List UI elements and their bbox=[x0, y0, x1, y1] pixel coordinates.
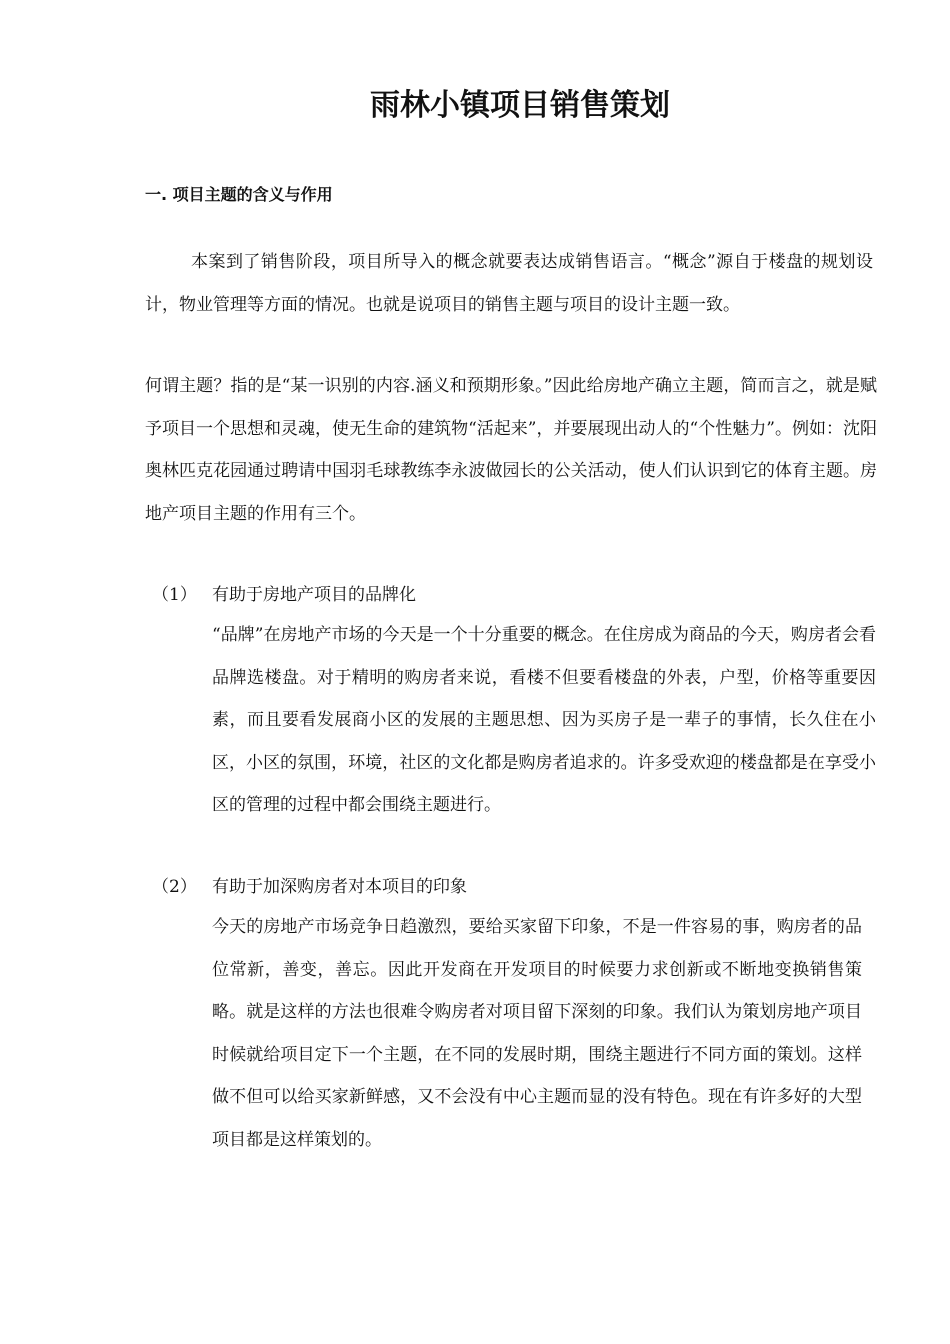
list-item-number: （1） bbox=[152, 585, 197, 605]
paragraph-intro: 本案到了销售阶段，项目所导入的概念就要表达成销售语言。“概念”源自于楼盘的规划设计，物业管理等方面的情况。也就是说项目的销售主题与项目的设计主题一致。 bbox=[145, 252, 873, 315]
section-heading: 一. 项目主题的含义与作用 bbox=[145, 185, 333, 204]
list-item-number: （2） bbox=[152, 877, 197, 897]
list-item-title: 有助于房地产项目的品牌化 bbox=[212, 585, 416, 605]
list-item-body: “品牌”在房地产市场的今天是一个十分重要的概念。在住房成为商品的今天，购房者会看品牌选楼盘。对于精明的购房者来说，看楼不但要看楼盘的外表，户型，价格等重要因素，而且要看发展商小区的发展的主题思想、因为买房子是一辈子的事情，长久住在小区，小区的氛围，环境，社区的文化都是购房者追求的。许多受欢迎的楼盘都是在享受小区的管理的过程中都会围绕主题进行。 bbox=[212, 625, 876, 815]
paragraph-theme-definition: 何谓主题？指的是“某一识别的内容.涵义和预期形象。”因此给房地产确立主题，简而言之，就是赋予项目一个思想和灵魂，使无生命的建筑物“活起来”，并要展现出动人的“个性魅力”。例如：沈阳奥林匹克花园通过聘请中国羽毛球教练李永波做园长的公关活动，使人们认识到它的体育主题。房地产项目主题的作用有三个。 bbox=[145, 376, 877, 524]
list-item-body: 今天的房地产市场竞争日趋激烈，要给买家留下印象，不是一件容易的事，购房者的品位常新，善变，善忘。因此开发商在开发项目的时候要力求创新或不断地变换销售策略。就是这样的方法也很难令购房者对项目留下深刻的印象。我们认为策划房地产项目时候就给项目定下一个主题，在不同的发展时期，围绕主题进行不同方面的策划。这样做不但可以给买家新鲜感，又不会没有中心主题而显的没有特色。现在有许多好的大型项目都是这样策划的。 bbox=[212, 917, 862, 1150]
list-item-title: 有助于加深购房者对本项目的印象 bbox=[212, 877, 467, 897]
document-title: 雨林小镇项目销售策划 bbox=[370, 88, 670, 123]
